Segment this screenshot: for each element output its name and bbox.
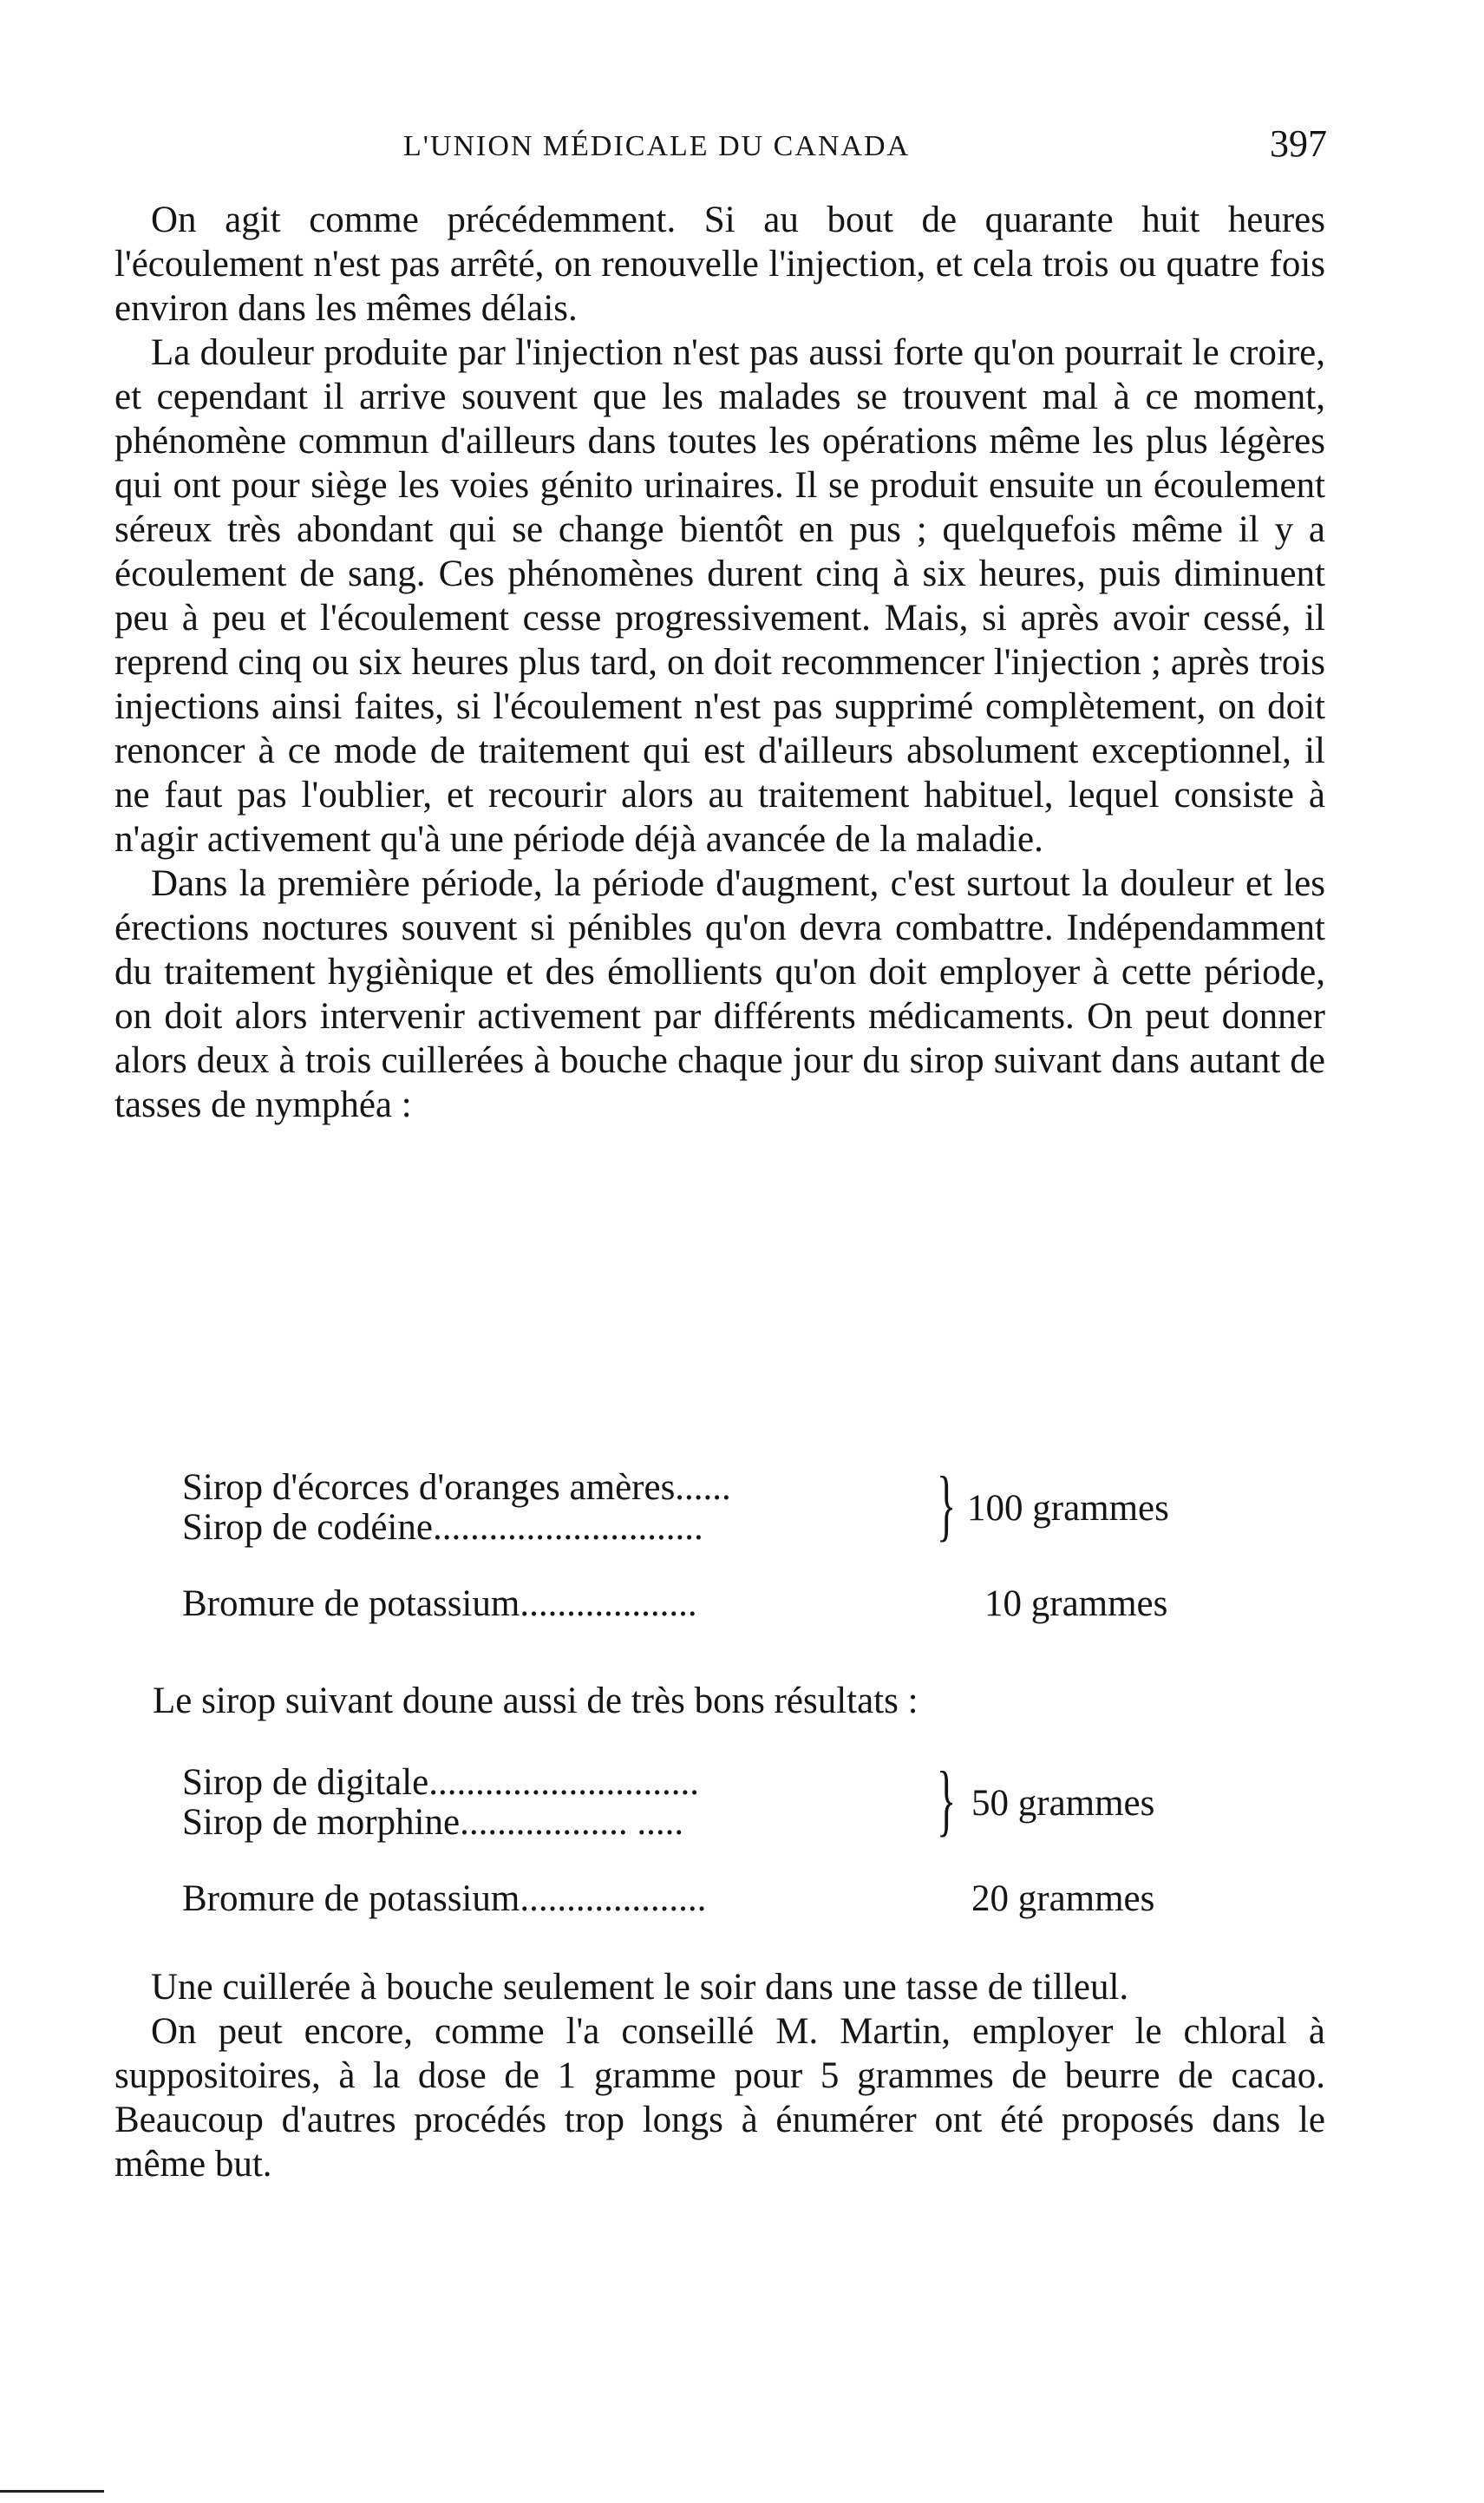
dose-quantity: 50 grammes xyxy=(971,1783,1155,1824)
transition-line: Le sirop suivant doune aussi de très bons résultats : xyxy=(153,1681,919,1721)
ingredient-line: Bromure de potassium.................... xyxy=(182,1878,707,1919)
paragraph: Dans la première période, la période d'augment, c'est surtout la douleur et les érections noctures souvent si pénibles qu'on devra combattre. Indépendamment du traitement hygiènique et des émollients qu'on doit employer à cette période, on doit alors intervenir activement par différents médicaments. On peut donner alors deux à trois cuillerées à bouche chaque jour du sirop suivant dans autant de tasses de nymphéa : xyxy=(114,863,1325,1125)
brace: } xyxy=(937,1460,957,1549)
body-text xyxy=(114,198,1325,1127)
prescription-formula-2 xyxy=(182,1755,1336,1926)
paragraph: La douleur produite par l'injection n'est pas aussi forte qu'on pourrait le croire, et cependant il arrive souvent que les malades se trouvent mal à ce moment, phénomène commun d'ailleurs dans toutes les opérations même les plus légères qui ont pour siège les voies génito urinaires. Il se produit ensuite un écoulement séreux très abondant qui se change bientôt en pus ; quelquefois même il y a écoulement de sang. Ces phénomènes durent cinq à six heures, puis diminuent peu à peu et l'écoulement cesse progressivement. Mais, si après avoir cessé, il reprend cinq ou six heures plus tard, on doit recommencer l'injection ; après trois injections ainsi faites, si l'écoulement n'est pas supprimé complètement, on doit renoncer à ce mode de traitement qui est d'ailleurs absolument exceptionnel, il ne faut pas l'oublier, et recourir alors au traitement habituel, lequel consiste à n'agir activement qu'à une période déjà avancée de la maladie. xyxy=(114,332,1325,860)
page-header xyxy=(113,121,1327,174)
ingredient-line: Bromure de potassium................... xyxy=(182,1583,697,1624)
dose-quantity: 20 grammes xyxy=(971,1878,1155,1919)
ingredient-line: Sirop de digitale............................. xyxy=(182,1762,699,1803)
page-number: 397 xyxy=(1270,122,1327,165)
ingredient-line: Sirop de codéine............................. xyxy=(182,1507,703,1548)
paragraph: Une cuillerée à bouche seulement le soir dans une tasse de tilleul. xyxy=(151,1967,1129,2008)
paragraph: On peut encore, comme l'a conseillé M. Martin, employer le chloral à suppositoires, à la dose de 1 gramme pour 5 grammes de beurre de cacao. Beaucoup d'autres procédés trop longs à énumérer ont été proposés dans le même but. xyxy=(114,2011,1325,2185)
closing-text xyxy=(114,1965,1325,2186)
ingredient-line: Sirop de morphine.................. ..... xyxy=(182,1802,684,1843)
brace: } xyxy=(937,1755,957,1844)
footer-rule xyxy=(0,2490,104,2493)
paragraph: On agit comme précédemment. Si au bout de quarante huit heures l'écoulement n'est pas arrêté, on renouvelle l'injection, et cela trois ou quatre fois environ dans les mêmes délais. xyxy=(114,200,1325,329)
dose-quantity: 100 grammes xyxy=(967,1488,1169,1529)
prescription-formula-1 xyxy=(182,1460,1336,1631)
ingredient-line: Sirop d'écorces d'oranges amères...... xyxy=(182,1467,731,1508)
dose-quantity: 10 grammes xyxy=(984,1583,1168,1624)
running-title: L'UNION MÉDICALE DU CANADA xyxy=(403,130,911,162)
